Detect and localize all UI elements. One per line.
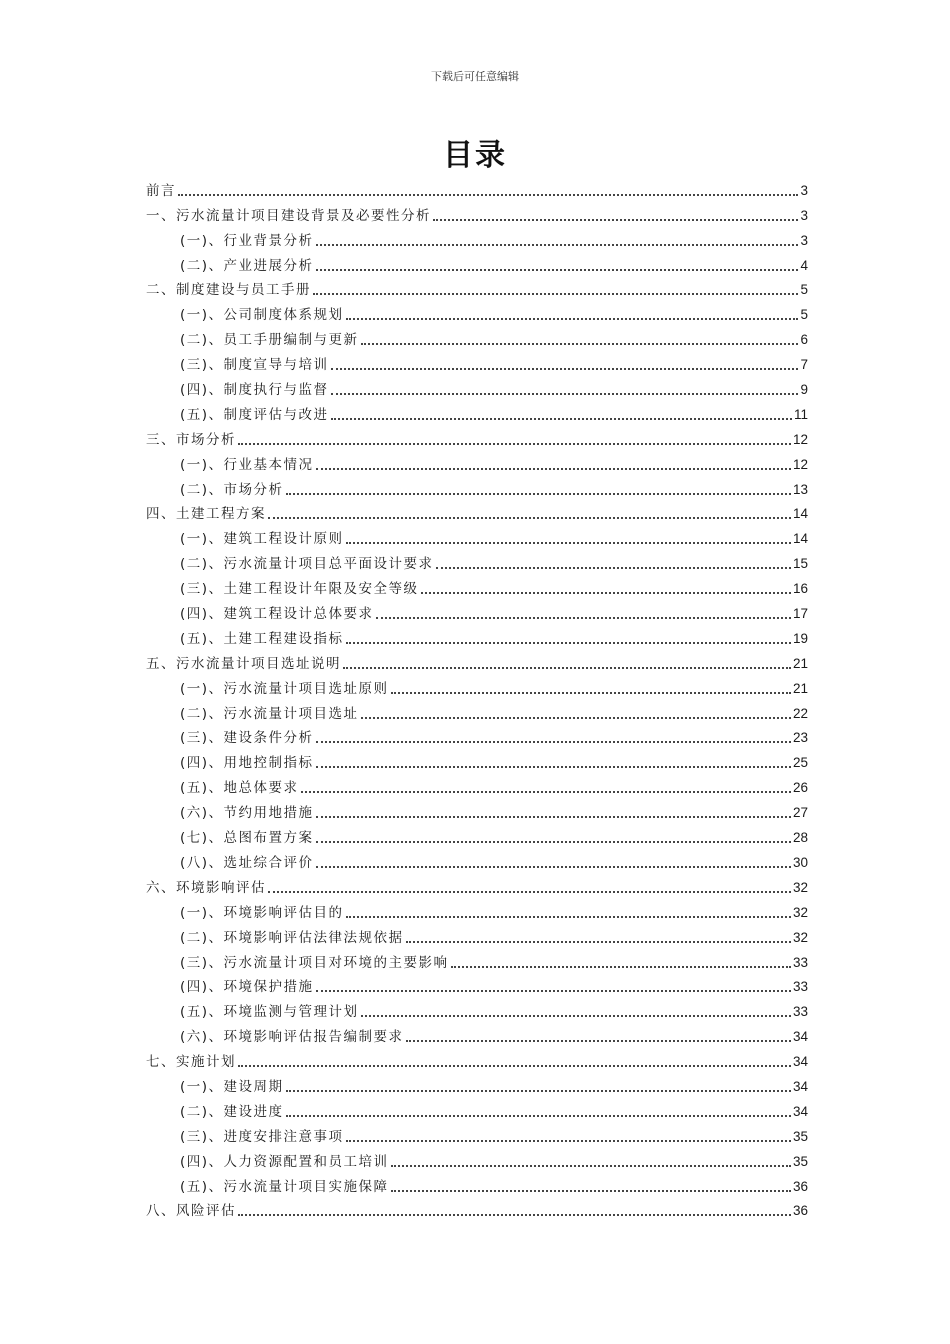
- toc-entry-page-number: 36: [792, 1178, 808, 1194]
- toc-entry-label: (三)、土建工程设计年限及安全等级: [180, 581, 419, 598]
- toc-entry-label: 二、制度建设与员工手册: [146, 282, 311, 299]
- toc-entry[interactable]: [146, 523, 808, 548]
- toc-entry-page-number: 35: [792, 1153, 808, 1169]
- toc-entry-page-number: 3: [800, 207, 808, 223]
- toc-entry[interactable]: [146, 847, 808, 872]
- toc-dot-leader: [286, 1090, 791, 1092]
- toc-entry-label: (四)、环境保护措施: [180, 979, 314, 996]
- toc-entry-page-number: 25: [792, 755, 808, 771]
- toc-entry-page-number: 33: [792, 979, 808, 995]
- toc-entry-page-number: 14: [792, 506, 808, 522]
- toc-entry-label: (二)、产业进展分析: [180, 257, 314, 274]
- toc-entry-label: (二)、环境影响评估法律法规依据: [180, 929, 404, 946]
- toc-entry-page-number: 15: [792, 556, 808, 572]
- toc-dot-leader: [286, 493, 791, 495]
- toc-dot-leader: [346, 916, 791, 918]
- toc-entry-label: 七、实施计划: [146, 1054, 236, 1071]
- toc-entry-page-number: 5: [800, 307, 808, 323]
- toc-entry-page-number: 12: [792, 431, 808, 447]
- toc-entry[interactable]: [146, 623, 808, 648]
- header-note: 下载后可任意编辑: [431, 70, 519, 83]
- toc-dot-leader: [316, 866, 791, 868]
- toc-entry[interactable]: [146, 698, 808, 723]
- toc-entry-page-number: 33: [792, 954, 808, 970]
- toc-entry[interactable]: [146, 200, 808, 225]
- toc-entry[interactable]: [146, 1121, 808, 1146]
- toc-dot-leader: [331, 368, 799, 370]
- toc-entry[interactable]: [146, 299, 808, 324]
- toc-entry[interactable]: [146, 922, 808, 947]
- toc-entry-label: 八、风险评估: [146, 1203, 236, 1220]
- toc-entry-label: (三)、制度宣导与培训: [180, 357, 329, 374]
- toc-entry[interactable]: [146, 474, 808, 499]
- toc-entry-label: (三)、建设条件分析: [180, 730, 314, 747]
- toc-entry-label: 四、土建工程方案: [146, 506, 266, 523]
- toc-entry-page-number: 5: [800, 282, 808, 298]
- toc-dot-leader: [346, 318, 799, 320]
- toc-entry-label: (五)、环境监测与管理计划: [180, 1004, 359, 1021]
- toc-entry-page-number: 34: [792, 1078, 808, 1094]
- toc-entry-page-number: 17: [792, 606, 808, 622]
- toc-dot-leader: [391, 1190, 791, 1192]
- toc-dot-leader: [391, 692, 791, 694]
- toc-entry[interactable]: [146, 548, 808, 573]
- toc-entry-label: (二)、市场分析: [180, 481, 284, 498]
- toc-entry[interactable]: [146, 822, 808, 847]
- toc-entry-page-number: 12: [792, 456, 808, 472]
- toc-entry[interactable]: [146, 897, 808, 922]
- table-of-contents: [146, 175, 808, 1220]
- toc-entry[interactable]: [146, 250, 808, 275]
- toc-entry[interactable]: [146, 1046, 808, 1071]
- toc-entry[interactable]: [146, 1096, 808, 1121]
- toc-entry-label: (四)、制度执行与监督: [180, 382, 329, 399]
- toc-dot-leader: [313, 293, 798, 295]
- toc-entry-label: (一)、污水流量计项目选址原则: [180, 680, 389, 697]
- toc-entry-page-number: 21: [792, 680, 808, 696]
- toc-entry-page-number: 34: [792, 1029, 808, 1045]
- toc-entry[interactable]: [146, 772, 808, 797]
- toc-entry[interactable]: [146, 1196, 808, 1221]
- toc-dot-leader: [178, 194, 798, 196]
- toc-entry-label: 六、环境影响评估: [146, 879, 266, 896]
- toc-entry[interactable]: [146, 648, 808, 673]
- toc-entry-label: (四)、人力资源配置和员工培训: [180, 1153, 389, 1170]
- toc-dot-leader: [421, 592, 791, 594]
- toc-title: 目录: [443, 138, 507, 173]
- toc-entry-label: 一、污水流量计项目建设背景及必要性分析: [146, 207, 431, 224]
- toc-entry-page-number: 32: [792, 879, 808, 895]
- toc-entry-label: (一)、建筑工程设计原则: [180, 531, 344, 548]
- toc-entry-label: (二)、建设进度: [180, 1103, 284, 1120]
- toc-entry[interactable]: [146, 1171, 808, 1196]
- toc-dot-leader: [433, 219, 798, 221]
- toc-entry-page-number: 26: [792, 780, 808, 796]
- toc-entry-label: (一)、公司制度体系规划: [180, 307, 344, 324]
- toc-dot-leader: [238, 1214, 791, 1216]
- toc-entry-page-number: 13: [792, 481, 808, 497]
- toc-entry[interactable]: [146, 1071, 808, 1096]
- toc-dot-leader: [316, 741, 791, 743]
- toc-entry-page-number: 3: [800, 232, 808, 248]
- toc-entry[interactable]: [146, 225, 808, 250]
- toc-entry-page-number: 14: [792, 531, 808, 547]
- toc-dot-leader: [361, 717, 791, 719]
- toc-entry[interactable]: [146, 499, 808, 524]
- toc-entry[interactable]: [146, 275, 808, 300]
- toc-entry[interactable]: [146, 449, 808, 474]
- toc-entry-page-number: 30: [792, 854, 808, 870]
- toc-dot-leader: [346, 1140, 791, 1142]
- toc-dot-leader: [331, 393, 799, 395]
- toc-dot-leader: [316, 841, 791, 843]
- toc-dot-leader: [451, 966, 791, 968]
- toc-entry-page-number: 32: [792, 929, 808, 945]
- toc-dot-leader: [316, 269, 799, 271]
- toc-entry-page-number: 21: [792, 655, 808, 671]
- toc-entry-page-number: 36: [792, 1203, 808, 1219]
- toc-entry[interactable]: [146, 349, 808, 374]
- toc-dot-leader: [346, 542, 791, 544]
- toc-entry-label: (一)、行业基本情况: [180, 456, 314, 473]
- toc-entry-page-number: 22: [792, 705, 808, 721]
- toc-entry-page-number: 19: [792, 630, 808, 646]
- toc-entry-label: 前言: [146, 182, 176, 199]
- toc-entry-label: (四)、建筑工程设计总体要求: [180, 606, 374, 623]
- toc-entry-label: (五)、制度评估与改进: [180, 406, 329, 423]
- toc-entry-label: (三)、污水流量计项目对环境的主要影响: [180, 954, 449, 971]
- toc-entry-page-number: 27: [792, 805, 808, 821]
- toc-dot-leader: [343, 667, 791, 669]
- toc-dot-leader: [268, 517, 791, 519]
- toc-dot-leader: [238, 1065, 791, 1067]
- toc-entry-label: (四)、用地控制指标: [180, 755, 314, 772]
- toc-entry-label: (六)、环境影响评估报告编制要求: [180, 1029, 404, 1046]
- toc-entry[interactable]: [146, 598, 808, 623]
- toc-entry-page-number: 9: [800, 382, 808, 398]
- toc-entry-label: (五)、污水流量计项目实施保障: [180, 1178, 389, 1195]
- toc-entry-page-number: 35: [792, 1128, 808, 1144]
- toc-entry-label: (三)、进度安排注意事项: [180, 1128, 344, 1145]
- toc-entry-page-number: 7: [800, 357, 808, 373]
- toc-entry-page-number: 33: [792, 1004, 808, 1020]
- toc-entry[interactable]: [146, 1021, 808, 1046]
- toc-entry[interactable]: [146, 673, 808, 698]
- toc-dot-leader: [316, 244, 799, 246]
- toc-entry-label: (二)、员工手册编制与更新: [180, 332, 359, 349]
- toc-entry[interactable]: [146, 723, 808, 748]
- toc-entry[interactable]: [146, 374, 808, 399]
- toc-entry-label: (二)、污水流量计项目总平面设计要求: [180, 556, 434, 573]
- toc-entry-page-number: 11: [793, 406, 808, 422]
- toc-dot-leader: [316, 468, 791, 470]
- toc-dot-leader: [361, 343, 799, 345]
- toc-entry[interactable]: [146, 872, 808, 897]
- toc-entry[interactable]: [146, 424, 808, 449]
- toc-dot-leader: [301, 791, 791, 793]
- toc-entry[interactable]: [146, 1146, 808, 1171]
- toc-entry-page-number: 4: [800, 257, 808, 273]
- toc-entry[interactable]: [146, 175, 808, 200]
- toc-entry[interactable]: [146, 324, 808, 349]
- toc-entry-label: (六)、节约用地措施: [180, 805, 314, 822]
- toc-dot-leader: [268, 891, 791, 893]
- toc-entry-label: 三、市场分析: [146, 431, 236, 448]
- toc-entry[interactable]: [146, 947, 808, 972]
- toc-entry-label: (五)、土建工程建设指标: [180, 630, 344, 647]
- toc-entry[interactable]: [146, 399, 808, 424]
- toc-entry-page-number: 32: [792, 904, 808, 920]
- toc-entry-page-number: 34: [792, 1103, 808, 1119]
- toc-dot-leader: [436, 567, 791, 569]
- toc-dot-leader: [286, 1115, 791, 1117]
- toc-dot-leader: [391, 1165, 791, 1167]
- toc-entry-label: (五)、地总体要求: [180, 780, 299, 797]
- toc-entry-label: (一)、行业背景分析: [180, 232, 314, 249]
- toc-entry[interactable]: [146, 747, 808, 772]
- toc-dot-leader: [376, 617, 791, 619]
- toc-dot-leader: [406, 941, 791, 943]
- toc-entry-page-number: 28: [792, 830, 808, 846]
- toc-entry-page-number: 6: [800, 332, 808, 348]
- toc-dot-leader: [331, 418, 792, 420]
- toc-entry-page-number: 16: [792, 581, 808, 597]
- toc-dot-leader: [406, 1040, 791, 1042]
- toc-entry-label: (七)、总图布置方案: [180, 830, 314, 847]
- toc-dot-leader: [316, 766, 791, 768]
- toc-dot-leader: [238, 443, 791, 445]
- toc-entry-page-number: 23: [792, 730, 808, 746]
- toc-entry-label: (一)、环境影响评估目的: [180, 904, 344, 921]
- toc-dot-leader: [316, 816, 791, 818]
- toc-entry-label: (一)、建设周期: [180, 1078, 284, 1095]
- toc-dot-leader: [346, 642, 791, 644]
- toc-entry[interactable]: [146, 972, 808, 997]
- toc-entry-label: (二)、污水流量计项目选址: [180, 705, 359, 722]
- toc-entry-label: (八)、选址综合评价: [180, 854, 314, 871]
- toc-entry-page-number: 3: [800, 182, 808, 198]
- toc-entry-page-number: 34: [792, 1054, 808, 1070]
- toc-dot-leader: [361, 1015, 791, 1017]
- toc-entry[interactable]: [146, 996, 808, 1021]
- toc-entry-label: 五、污水流量计项目选址说明: [146, 655, 341, 672]
- toc-entry[interactable]: [146, 573, 808, 598]
- toc-entry[interactable]: [146, 797, 808, 822]
- toc-dot-leader: [316, 990, 791, 992]
